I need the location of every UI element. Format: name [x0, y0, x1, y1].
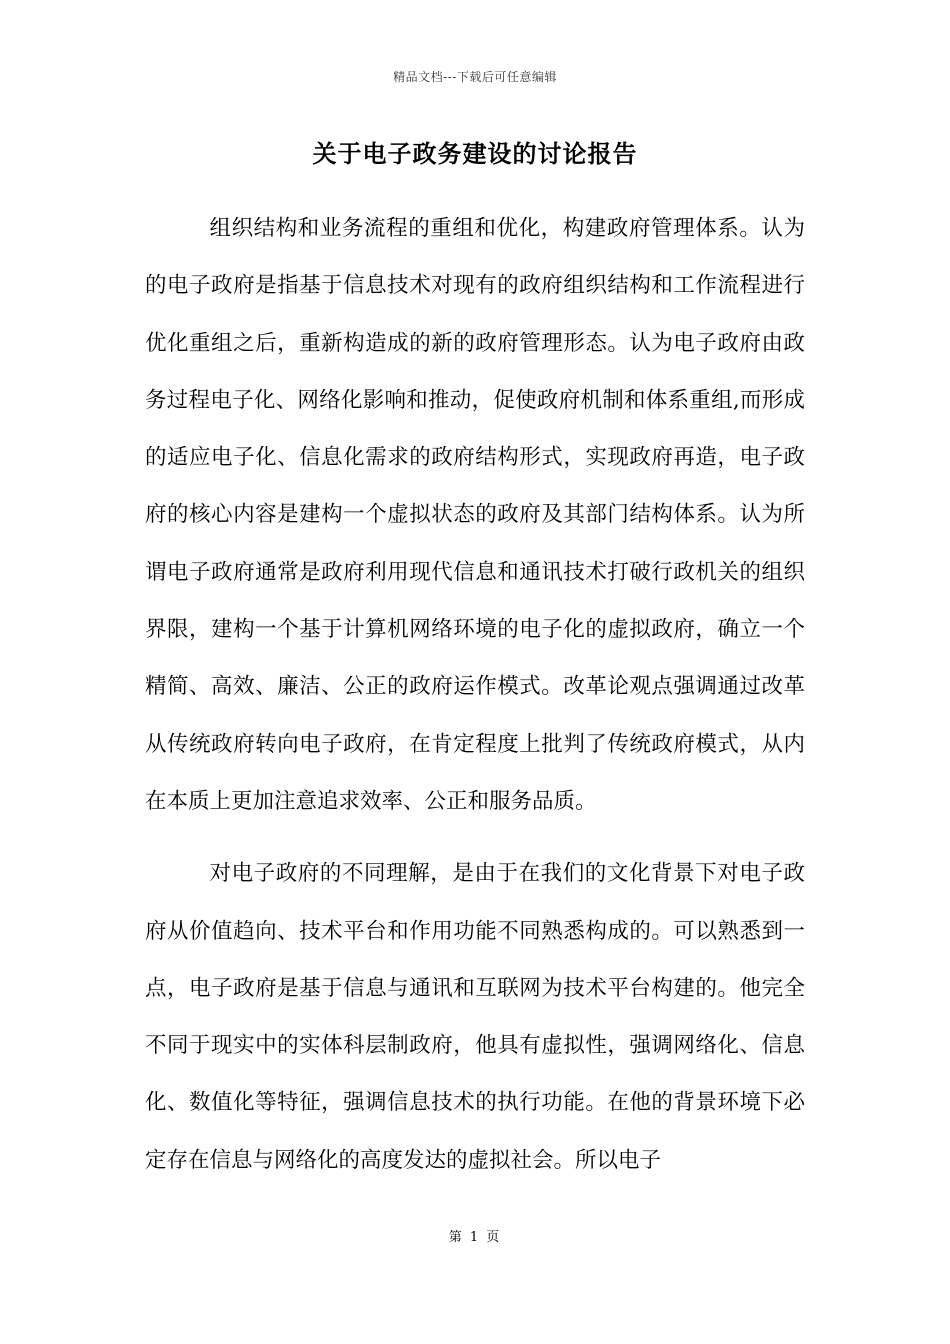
paragraph: 对电子政府的不同理解，是由于在我们的文化背景下对电子政府从价值趋向、技术平台和作用功能不同熟悉构成的。可以熟悉到一点，电子政府是基于信息与通讯和互联网为技术平台构建的。他完全不同于现实中的实体科层制政府，他具有虚拟性，强调网络化、信息化、数值化等特征，强调信息技术的执行功能。在他的背景环境下必定存在信息与网络化的高度发达的虚拟社会。所以电子	[145, 861, 805, 1173]
document-title: 关于电子政务建设的讨论报告	[312, 139, 638, 168]
header-note: 精品文档---下载后可任意编辑	[393, 70, 557, 84]
paragraph: 组织结构和业务流程的重组和优化，构建政府管理体系。认为的电子政府是指基于信息技术对现有的政府组织结构和工作流程进行优化重组之后，重新构造成的新的政府管理形态。认为电子政府由政务过程电子化、网络化影响和推动，促使政府机制和体系重组,而形成的适应电子化、信息化需求的政府结构形式，实现政府再造，电子政府的核心内容是建构一个虚拟状态的政府及其部门结构体系。认为所谓电子政府通常是政府利用现代信息和通讯技术打破行政机关的组织界限，建构一个基于计算机网络环境的电子化的虚拟政府，确立一个精简、高效、廉洁、公正的政府运作模式。改革论观点强调通过改革从传统政府转向电子政府，在肯定程度上批判了传统政府模式，从内在本质上更加注意追求效率、公正和服务品质。	[145, 216, 805, 814]
page-number: 第 1 页	[448, 1230, 502, 1245]
document-body	[145, 200, 805, 1189]
